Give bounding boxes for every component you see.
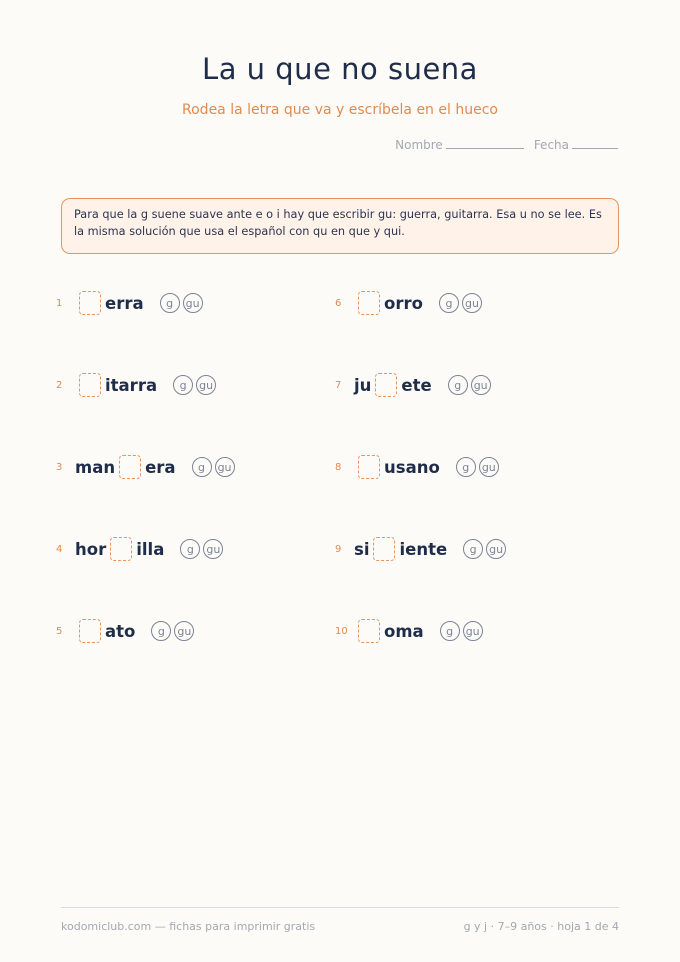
word-end: erra [105, 293, 144, 313]
word [354, 373, 432, 397]
word [354, 537, 447, 561]
option-circle-gu[interactable]: gu [215, 457, 235, 477]
name-field[interactable] [395, 138, 524, 152]
answer-blank[interactable] [79, 373, 101, 397]
letter-options [160, 293, 203, 313]
answer-blank[interactable] [375, 373, 397, 397]
item-number: 5 [56, 625, 63, 637]
option-circle-gu[interactable]: gu [183, 293, 203, 313]
exercise-item [56, 534, 223, 564]
item-number: 2 [56, 379, 63, 391]
word-end: oma [384, 621, 424, 641]
answer-blank[interactable] [373, 537, 395, 561]
word-start: hor [75, 539, 107, 559]
answer-blank[interactable] [119, 455, 141, 479]
page-title: La u que no suena [202, 52, 478, 86]
answer-blank[interactable] [358, 291, 380, 315]
item-number: 9 [335, 543, 342, 555]
option-circle-gu[interactable]: gu [203, 539, 223, 559]
exercise-item [335, 370, 491, 400]
word-end: iente [399, 539, 448, 559]
word-start: man [75, 457, 116, 477]
exercise-item [335, 616, 483, 646]
name-line [446, 147, 524, 149]
letter-options [440, 621, 483, 641]
option-circle-g[interactable]: g [440, 621, 460, 641]
item-number: 8 [335, 461, 342, 473]
footer-divider [61, 907, 619, 908]
option-circle-gu[interactable]: gu [463, 621, 483, 641]
option-circle-g[interactable]: g [151, 621, 171, 641]
option-circle-gu[interactable]: gu [486, 539, 506, 559]
word-end: ete [401, 375, 432, 395]
letter-options [192, 457, 235, 477]
exercise-item [335, 534, 506, 564]
exercise-item [335, 452, 499, 482]
option-circle-gu[interactable]: gu [174, 621, 194, 641]
option-circle-g[interactable]: g [463, 539, 483, 559]
item-number: 7 [335, 379, 342, 391]
item-number: 3 [56, 461, 63, 473]
date-line [572, 147, 618, 149]
date-label: Fecha [533, 138, 569, 152]
answer-blank[interactable] [110, 537, 132, 561]
letter-options [439, 293, 482, 313]
exercise-item [56, 288, 203, 318]
word [354, 455, 440, 479]
word-end: ato [105, 621, 136, 641]
word [75, 455, 176, 479]
option-circle-g[interactable]: g [192, 457, 212, 477]
letter-options [173, 375, 216, 395]
word-start: ju [354, 375, 372, 395]
exercise-item [56, 370, 216, 400]
word [75, 373, 157, 397]
answer-blank[interactable] [79, 291, 101, 315]
option-circle-g[interactable]: g [448, 375, 468, 395]
rule-box: Para que la g suene suave ante e o i hay que escribir gu: guerra, guitarra. Esa u no se lee. Es la misma solución que usa el español con qu en que y qui. [61, 198, 619, 254]
word [354, 619, 424, 643]
word [75, 537, 164, 561]
item-number: 6 [335, 297, 342, 309]
footer-page-info: g y j · 7–9 años · hoja 1 de 4 [463, 920, 619, 933]
footer-site: kodomiclub.com — fichas para imprimir gratis [61, 920, 316, 933]
letter-options [151, 621, 194, 641]
option-circle-g[interactable]: g [180, 539, 200, 559]
word-start: si [354, 539, 370, 559]
letter-options [463, 539, 506, 559]
answer-blank[interactable] [79, 619, 101, 643]
item-number: 10 [335, 625, 348, 637]
item-number: 4 [56, 543, 63, 555]
option-circle-g[interactable]: g [160, 293, 180, 313]
student-fields [395, 138, 618, 152]
word-end: orro [384, 293, 423, 313]
name-label: Nombre [395, 138, 443, 152]
letter-options [448, 375, 491, 395]
option-circle-gu[interactable]: gu [462, 293, 482, 313]
word-end: illa [136, 539, 165, 559]
word-end: era [145, 457, 176, 477]
exercise-item [335, 288, 482, 318]
date-field[interactable] [534, 138, 618, 152]
item-number: 1 [56, 297, 63, 309]
word-end: usano [384, 457, 440, 477]
option-circle-g[interactable]: g [439, 293, 459, 313]
word-end: itarra [105, 375, 158, 395]
option-circle-gu[interactable]: gu [471, 375, 491, 395]
word [75, 291, 144, 315]
option-circle-g[interactable]: g [173, 375, 193, 395]
letter-options [180, 539, 223, 559]
word [354, 291, 423, 315]
page-subtitle: Rodea la letra que va y escríbela en el hueco [182, 102, 498, 118]
answer-blank[interactable] [358, 619, 380, 643]
option-circle-g[interactable]: g [456, 457, 476, 477]
answer-blank[interactable] [358, 455, 380, 479]
letter-options [456, 457, 499, 477]
option-circle-gu[interactable]: gu [479, 457, 499, 477]
option-circle-gu[interactable]: gu [196, 375, 216, 395]
exercise-item [56, 616, 194, 646]
exercise-item [56, 452, 235, 482]
word [75, 619, 135, 643]
